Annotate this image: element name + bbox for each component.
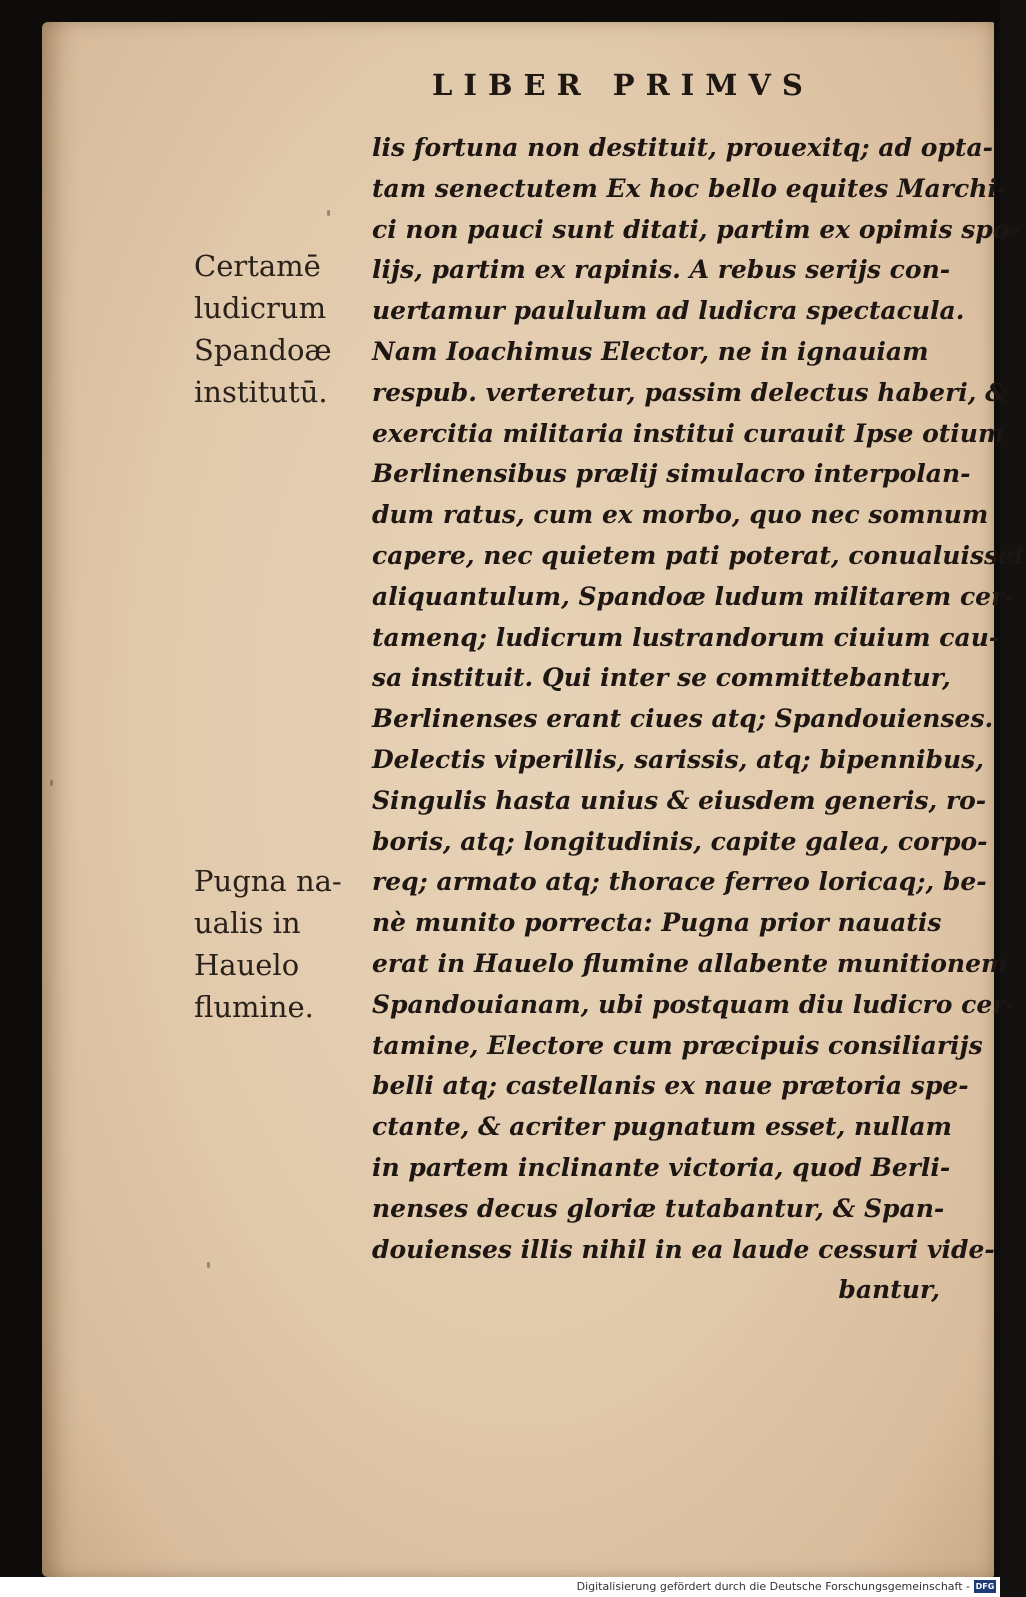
paper-speck	[207, 1262, 210, 1268]
text-line: Nam Ioachimus Elector, ne in ignauiam	[372, 336, 929, 366]
paper-speck	[327, 210, 330, 216]
text-line: ctante, & acriter pugnatum esset, nullam	[372, 1112, 953, 1142]
paper-speck	[50, 780, 53, 786]
margin-note-certamen	[194, 245, 364, 413]
text-line: Berlinenses erant ciues atq; Spandouienses.	[372, 704, 994, 734]
margin-note-line: flumine.	[194, 990, 314, 1024]
margin-note-line: institutū.	[194, 375, 328, 409]
margin-note-pugna	[194, 860, 364, 1028]
margin-note-line: Certamē	[194, 249, 321, 283]
text-line: douienses illis nihil in ea laude cessuri vide-	[372, 1234, 995, 1264]
text-line: capere, nec quietem pati poterat, conualuisset	[372, 540, 1026, 570]
text-line: aliquantulum, Spandoæ ludum militarem cer-	[372, 581, 1015, 611]
text-line: lis fortuna non destituit, prouexitq; ad opta-	[372, 133, 994, 162]
text-line: erat in Hauelo flumine allabente munitionem	[372, 948, 1008, 978]
margin-note-line: Pugna na-	[194, 864, 342, 898]
margin-note-line: Hauelo	[194, 948, 300, 982]
text-line: exercitia militaria institui curauit Ipse otium	[372, 418, 1005, 448]
text-line: Berlinensibus prælij simulacro interpolan-	[372, 459, 971, 489]
text-line: uertamur paululum ad ludicra spectacula.	[372, 296, 965, 326]
text-line: respub. verteretur, passim delectus haberi, &	[372, 377, 1008, 407]
text-line: req; armato atq; thorace ferreo loricaq;, be-	[372, 867, 987, 897]
main-text-block	[372, 128, 1026, 1311]
digitization-footer	[0, 1577, 1000, 1597]
text-line: nenses decus gloriæ tutabantur, & Span-	[372, 1193, 945, 1223]
footer-credit: Digitalisierung gefördert durch die Deutsche Forschungsgemeinschaft -	[576, 1580, 970, 1593]
text-line: tamenq; ludicrum lustrandorum ciuium cau-	[372, 622, 1000, 652]
text-line-catchword: bantur,	[838, 1275, 940, 1305]
running-head: LIBER PRIMVS	[432, 68, 814, 102]
text-line: dum ratus, cum ex morbo, quo nec somnum	[372, 500, 989, 530]
text-line: Spandouianam, ubi postquam diu ludicro cer-	[372, 989, 1016, 1019]
text-line: ci non pauci sunt ditati, partim ex opimis spo-	[372, 214, 1020, 244]
text-line: Delectis viperillis, sarissis, atq; bipennibus,	[372, 744, 984, 774]
margin-note-line: Spandoæ	[194, 333, 332, 367]
dfg-logo-icon: DFG	[975, 1582, 995, 1591]
text-line: boris, atq; longitudinis, capite galea, corpo-	[372, 826, 988, 856]
text-line: sa instituit. Qui inter se committebantur,	[372, 663, 951, 693]
text-line: lijs, partim ex rapinis. A rebus serijs con-	[372, 255, 951, 285]
margin-note-line: ludicrum	[194, 291, 327, 325]
text-line: tam senectutem Ex hoc bello equites Marchi-	[372, 173, 1008, 203]
text-line: in partem inclinante victoria, quod Berli-	[372, 1152, 951, 1182]
text-line: nè munito porrecta: Pugna prior nauatis	[372, 908, 942, 938]
text-line: belli atq; castellanis ex naue prætoria spe-	[372, 1071, 969, 1101]
text-line: Singulis hasta unius & eiusdem generis, ro-	[372, 785, 987, 815]
margin-note-line: ualis in	[194, 906, 301, 940]
text-line: tamine, Electore cum præcipuis consiliarijs	[372, 1030, 983, 1060]
